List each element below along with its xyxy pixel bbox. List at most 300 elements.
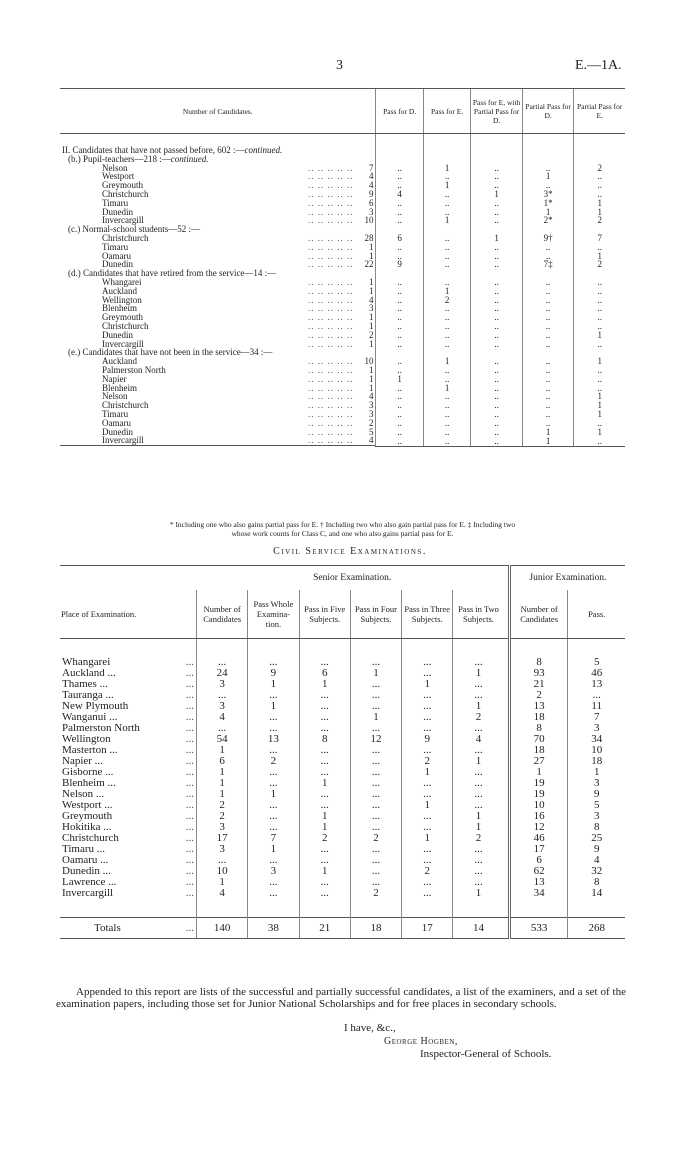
cell-pd: .. [522, 252, 574, 261]
cell-pe: 1 [574, 401, 625, 410]
cell-pe: 1 [574, 410, 625, 419]
header-junior-examination: Junior Examination. [509, 566, 625, 591]
cell-pd: .. [522, 384, 574, 393]
cell-five: ... [299, 745, 350, 756]
cell-e: .. [423, 304, 470, 313]
cell-two: ... [453, 690, 504, 701]
header-number-of-candidates: Number of Candidates. [60, 89, 376, 134]
cell-d: .. [376, 384, 423, 393]
cell-num: 17 [197, 833, 248, 844]
closing-paragraph: Appended to this report are lists of the successful and partially successful candidates, a list of the examiners, and a set of the examination papers, including those set for Junior National Scholarships and for free places in secondary schools. [56, 986, 626, 1010]
cell-three: ... [402, 723, 453, 734]
cell-ed: .. [471, 410, 523, 419]
cell-junior-pass: 34 [568, 734, 625, 745]
table-row [60, 436, 625, 446]
cell-d: .. [376, 304, 423, 313]
cell-two: 1 [453, 811, 504, 822]
cell-e: .. [423, 278, 470, 287]
district-name: Invercargill [102, 435, 144, 446]
cell-ed: .. [471, 428, 523, 437]
cell-num: 1 [197, 789, 248, 800]
cell-pe: 1 [574, 199, 625, 208]
leader-dots: .. .. .. .. .. [307, 418, 354, 428]
cell-ed: .. [471, 172, 523, 181]
leader-dots: ... [185, 700, 195, 712]
place-name: Christchurch ... [62, 832, 195, 844]
cell-junior-pass: 9 [568, 789, 625, 800]
district-name: Dunedin [102, 426, 133, 437]
signatory-title: Inspector-General of Schools. [420, 1048, 552, 1060]
cell-num: ... [197, 657, 248, 668]
cell-junior-number: 18 [509, 745, 568, 756]
cell-two: ... [453, 866, 504, 877]
cell-ed: .. [471, 296, 523, 305]
cell-num: 10 [197, 866, 248, 877]
cell-whole: ... [248, 811, 299, 822]
cell-four: ... [350, 756, 401, 767]
leader-dots: .. .. .. .. .. [307, 304, 354, 314]
cell-d: .. [376, 410, 423, 419]
cell-junior-pass: 10 [568, 745, 625, 756]
cell-e: .. [423, 243, 470, 252]
leader-dots: ... [185, 887, 195, 899]
teachers-exam-table [60, 88, 625, 447]
group-heading-row [60, 269, 625, 278]
district-name: Dunedin [102, 259, 133, 270]
place-name: Hokitika ... ... [62, 821, 195, 833]
cell-ed: .. [471, 384, 523, 393]
table-row [60, 234, 625, 243]
cell-d: .. [376, 392, 423, 401]
cell-junior-pass: 8 [568, 877, 625, 888]
cell-e: .. [423, 331, 470, 340]
place-name: Blenheim ... ... [62, 777, 195, 789]
cell-four: ... [350, 778, 401, 789]
cell-e: .. [423, 436, 470, 446]
leader-dots: ... [185, 722, 195, 734]
leader-dots: .. .. .. .. .. [307, 401, 354, 410]
cell-whole: ... [248, 888, 299, 899]
leader-dots: .. .. .. .. .. [307, 409, 354, 419]
cell-pe: .. [574, 436, 625, 446]
leader-dots: ... [185, 799, 195, 811]
cell-three: 9 [402, 734, 453, 745]
cell-pe: 1 [574, 208, 625, 217]
cell-pe: .. [574, 181, 625, 190]
cell-pe: .. [574, 340, 625, 349]
cell-whole: ... [248, 745, 299, 756]
district-name: Invercargill [102, 338, 144, 349]
cell-e: 1 [423, 216, 470, 225]
table-row [60, 278, 625, 287]
cell-four: ... [350, 855, 401, 866]
candidate-count: 3 [368, 400, 374, 411]
document-reference: E.—1A. [575, 58, 622, 73]
cell-junior-pass: 5 [568, 657, 625, 668]
cell-junior-number: 19 [509, 789, 568, 800]
cell-five: 1 [299, 866, 350, 877]
cell-junior-pass: 8 [568, 822, 625, 833]
cell-pd: 1 [522, 428, 574, 437]
cell-whole: ... [248, 855, 299, 866]
cell-ed: .. [471, 287, 523, 296]
candidate-count: 4 [368, 435, 374, 446]
cell-d: .. [376, 243, 423, 252]
cell-pe: .. [574, 278, 625, 287]
candidate-count: 1 [368, 312, 374, 323]
leader-dots: .. .. .. .. .. [307, 277, 354, 287]
cell-junior-pass: 268 [568, 918, 625, 939]
cell-three: ... [402, 789, 453, 800]
place-name: Wanganui ... ... [62, 711, 195, 723]
cell-e: .. [423, 172, 470, 181]
cell-pd: .. [522, 410, 574, 419]
cell-pd: .. [522, 375, 574, 384]
cell-e: 1 [423, 164, 470, 173]
cell-pe: .. [574, 322, 625, 331]
cell-e: .. [423, 208, 470, 217]
cell-pd: .. [522, 331, 574, 340]
candidate-count: 4 [368, 180, 374, 191]
cell-ed: .. [471, 322, 523, 331]
cell-three: ... [402, 690, 453, 701]
cell-junior-number: 62 [509, 866, 568, 877]
section-title: II. Candidates that have not passed before, 602 :—continued. [62, 145, 283, 155]
group-title: (d.) Candidates that have retired from the service—14 :— [68, 268, 277, 279]
candidate-count: 1 [368, 285, 374, 296]
district-name: Oamaru [102, 417, 131, 428]
leader-dots: ... [185, 854, 195, 866]
leader-dots: .. .. .. .. .. [307, 427, 354, 437]
cell-three: ... [402, 778, 453, 789]
cell-four: ... [350, 789, 401, 800]
district-name: Christchurch [102, 320, 149, 331]
candidate-count: 4 [368, 171, 374, 182]
candidate-count: 4 [368, 294, 374, 305]
district-name: Auckland [102, 356, 137, 367]
cell-pd: .. [522, 322, 574, 331]
cell-whole: ... [248, 712, 299, 723]
place-name: Auckland ... ... [62, 667, 195, 679]
leader-dots: .. .. .. .. .. [307, 181, 354, 190]
leader-dots: .. .. .. .. .. [307, 339, 354, 349]
cell-three: ... [402, 855, 453, 866]
cell-two: 1 [453, 701, 504, 712]
cell-d: .. [376, 313, 423, 322]
cell-junior-number: 8 [509, 723, 568, 734]
cell-e: .. [423, 199, 470, 208]
cell-ed: .. [471, 313, 523, 322]
group-heading-row [60, 155, 625, 164]
district-name: Whangarei [102, 276, 142, 287]
cell-junior-number: 34 [509, 888, 568, 899]
header-junior-number: Number of Candidates [509, 590, 568, 639]
cell-num: ... [197, 690, 248, 701]
cell-five: ... [299, 888, 350, 899]
cell-pe: .. [574, 313, 625, 322]
cell-e: 1 [423, 384, 470, 393]
cell-three: ... [402, 888, 453, 899]
table-row [60, 172, 625, 181]
group-heading-row [60, 348, 625, 357]
leader-dots: .. .. .. .. .. [307, 216, 354, 226]
cell-pd: .. [522, 296, 574, 305]
cell-pe: 1 [574, 252, 625, 261]
cell-junior-number: 21 [509, 679, 568, 690]
place-name: Masterton ... ... [62, 744, 195, 756]
place-name: Oamaru ... ... [62, 854, 195, 866]
candidate-count: 1 [368, 364, 374, 375]
candidate-count: 2 [368, 417, 374, 428]
district-name: Dunedin [102, 206, 133, 217]
cell-five: ... [299, 690, 350, 701]
footnote-line-1: * Including one who also gains partial pass for E. † Including two who also gain partial pass for E. ‡ Including two [169, 520, 516, 529]
cell-two: 2 [453, 833, 504, 844]
header-four: Pass in Four Subjects. [350, 590, 401, 639]
cell-five: 2 [299, 833, 350, 844]
cell-four: ... [350, 690, 401, 701]
cell-five: ... [299, 844, 350, 855]
cell-ed: .. [471, 216, 523, 225]
cell-num: 1 [197, 778, 248, 789]
district-name: Timaru [102, 241, 129, 252]
cell-whole: ... [248, 800, 299, 811]
cell-three: ... [402, 811, 453, 822]
cell-junior-number: 10 [509, 800, 568, 811]
leader-dots: .. .. .. .. .. [307, 286, 354, 296]
place-name: Westport ... ... [62, 799, 195, 811]
cell-d: .. [376, 181, 423, 190]
cell-e: 2 [423, 296, 470, 305]
cell-pe: .. [574, 419, 625, 428]
totals-label: Totals ... [60, 918, 197, 939]
totals-row [60, 918, 625, 939]
cell-ed: .. [471, 208, 523, 217]
candidate-count: 9 [368, 188, 374, 199]
cell-two: ... [453, 767, 504, 778]
cell-pe: .. [574, 384, 625, 393]
cell-whole: 1 [248, 701, 299, 712]
cell-three: ... [402, 701, 453, 712]
cell-three: ... [402, 822, 453, 833]
cell-junior-pass: 32 [568, 866, 625, 877]
cell-three: 1 [402, 800, 453, 811]
candidate-count: 2 [368, 329, 374, 340]
cell-pe: .. [574, 287, 625, 296]
group-title: (b.) Pupil-teachers—218 :—continued. [68, 153, 209, 164]
cell-ed: .. [471, 252, 523, 261]
district-name: Greymouth [102, 180, 143, 191]
cell-five: ... [299, 800, 350, 811]
cell-pe: 7 [574, 234, 625, 243]
cell-junior-pass: 4 [568, 855, 625, 866]
civil-service-table [60, 565, 625, 939]
leader-dots: .. .. .. .. .. [307, 207, 354, 217]
cell-e: .. [423, 401, 470, 410]
header-three: Pass in Three Subjects. [402, 590, 453, 639]
cell-two: 14 [453, 918, 504, 939]
place-name: Greymouth ... [62, 810, 195, 822]
cell-four: ... [350, 800, 401, 811]
district-name: Napier [102, 373, 127, 384]
leader-dots: ... [185, 832, 195, 844]
table-row [60, 199, 625, 208]
leader-dots: .. .. .. .. .. [307, 233, 354, 243]
cell-four: ... [350, 701, 401, 712]
cell-whole: 13 [248, 734, 299, 745]
cell-five: ... [299, 657, 350, 668]
cell-two: ... [453, 789, 504, 800]
cell-pd: .. [522, 366, 574, 375]
leader-dots: .. .. .. .. .. [307, 198, 354, 208]
cell-e: .. [423, 234, 470, 243]
district-name: Blenheim [102, 303, 137, 314]
district-name: Christchurch [102, 188, 149, 199]
cell-ed: .. [471, 243, 523, 252]
cell-d: .. [376, 164, 423, 173]
leader-dots: ... [185, 766, 195, 778]
cell-ed: .. [471, 392, 523, 401]
salutation: I have, &c., [344, 1022, 396, 1034]
table-row [60, 190, 625, 199]
place-name: Napier ... ... [62, 755, 195, 767]
cell-junior-pass: 13 [568, 679, 625, 690]
cell-three: 1 [402, 679, 453, 690]
cell-pd: .. [522, 401, 574, 410]
cell-three: ... [402, 668, 453, 679]
district-name: Oamaru [102, 250, 131, 261]
candidate-count: 3 [368, 206, 374, 217]
cell-whole: ... [248, 822, 299, 833]
cell-five: 1 [299, 811, 350, 822]
cell-pe: 1 [574, 357, 625, 366]
header-senior-examination: Senior Examination. [197, 566, 510, 591]
table-row [60, 384, 625, 393]
candidate-count: 1 [368, 241, 374, 252]
cell-pd: 1 [522, 436, 574, 446]
cell-two: 1 [453, 822, 504, 833]
cell-pd: 1 [522, 172, 574, 181]
cell-pd: .. [522, 419, 574, 428]
leader-dots: .. .. .. .. .. [307, 260, 354, 270]
cell-whole: 1 [248, 679, 299, 690]
cell-d: 6 [376, 234, 423, 243]
candidate-count: 10 [364, 215, 374, 226]
leader-dots: .. .. .. .. .. [307, 374, 354, 384]
cell-five: 8 [299, 734, 350, 745]
cell-d: .. [376, 199, 423, 208]
cell-junior-pass: 11 [568, 701, 625, 712]
candidate-count: 3 [368, 408, 374, 419]
cell-pd: .. [522, 278, 574, 287]
cell-junior-pass: 3 [568, 811, 625, 822]
district-name: Wellington [102, 294, 142, 305]
cell-four: ... [350, 822, 401, 833]
header-pass-d: Pass for D. [376, 89, 423, 134]
table-row [60, 252, 625, 261]
cell-d: .. [376, 278, 423, 287]
leader-dots: .. .. .. .. .. [307, 365, 354, 375]
header-junior-pass: Pass. [568, 590, 625, 639]
leader-dots: .. .. .. .. .. [307, 189, 354, 199]
cell-d: .. [376, 331, 423, 340]
cell-d: .. [376, 340, 423, 349]
header-two: Pass in Two Subjects. [453, 590, 504, 639]
header-senior-number: Number of Candidates [197, 590, 248, 639]
cell-pd: .. [522, 181, 574, 190]
header-whole: Pass Whole Examina- tion. [248, 590, 299, 639]
table-row [60, 401, 625, 410]
cell-five: ... [299, 855, 350, 866]
cell-two: 1 [453, 756, 504, 767]
cell-d: .. [376, 357, 423, 366]
cell-junior-number: 12 [509, 822, 568, 833]
cell-e: .. [423, 340, 470, 349]
cell-pe: .. [574, 172, 625, 181]
cell-num: 24 [197, 668, 248, 679]
cell-four: ... [350, 657, 401, 668]
cell-four: 12 [350, 734, 401, 745]
table-row [60, 888, 625, 899]
cell-whole: 38 [248, 918, 299, 939]
place-name: Palmerston North ... [62, 722, 195, 734]
cell-pd: .. [522, 287, 574, 296]
cell-four: 2 [350, 833, 401, 844]
candidate-count: 1 [368, 276, 374, 287]
district-name: Invercargill [102, 215, 144, 226]
cell-two: ... [453, 800, 504, 811]
cell-num: 2 [197, 800, 248, 811]
leader-dots: ... [185, 821, 195, 833]
leader-dots: .. .. .. .. .. [307, 436, 354, 446]
cell-d: .. [376, 436, 423, 446]
cell-whole: ... [248, 877, 299, 888]
cell-pd: 7‡ [522, 260, 574, 269]
cell-junior-number: 17 [509, 844, 568, 855]
cell-whole: ... [248, 657, 299, 668]
cell-ed: .. [471, 278, 523, 287]
cell-pe: .. [574, 375, 625, 384]
cell-ed: .. [471, 401, 523, 410]
district-name: Christchurch [102, 232, 149, 243]
cell-three: ... [402, 844, 453, 855]
table-row [60, 304, 625, 313]
cell-num: 1 [197, 745, 248, 756]
leader-dots: .. .. .. .. .. [307, 313, 354, 322]
cell-two: 2 [453, 712, 504, 723]
candidate-count: 4 [368, 391, 374, 402]
cell-pe: .. [574, 243, 625, 252]
cell-e: .. [423, 419, 470, 428]
footnote-line-2: whose work counts for Class C, and one who also gains partial pass for E. [231, 529, 454, 538]
cell-ed: .. [471, 304, 523, 313]
cell-junior-pass: ... [568, 690, 625, 701]
leader-dots: ... [185, 656, 195, 668]
table-row [60, 366, 625, 375]
cell-ed: .. [471, 260, 523, 269]
cell-num: 3 [197, 679, 248, 690]
leader-dots: ... [185, 733, 195, 745]
cell-five: ... [299, 723, 350, 734]
group-title: (c.) Normal-school students—52 :— [68, 224, 200, 235]
candidate-count: 6 [368, 197, 374, 208]
cell-ed: .. [471, 419, 523, 428]
cell-ed: .. [471, 181, 523, 190]
place-name: Tauranga ... ... [62, 689, 195, 701]
cell-num: ... [197, 723, 248, 734]
cell-num: 3 [197, 701, 248, 712]
place-name: Gisborne ... ... [62, 766, 195, 778]
